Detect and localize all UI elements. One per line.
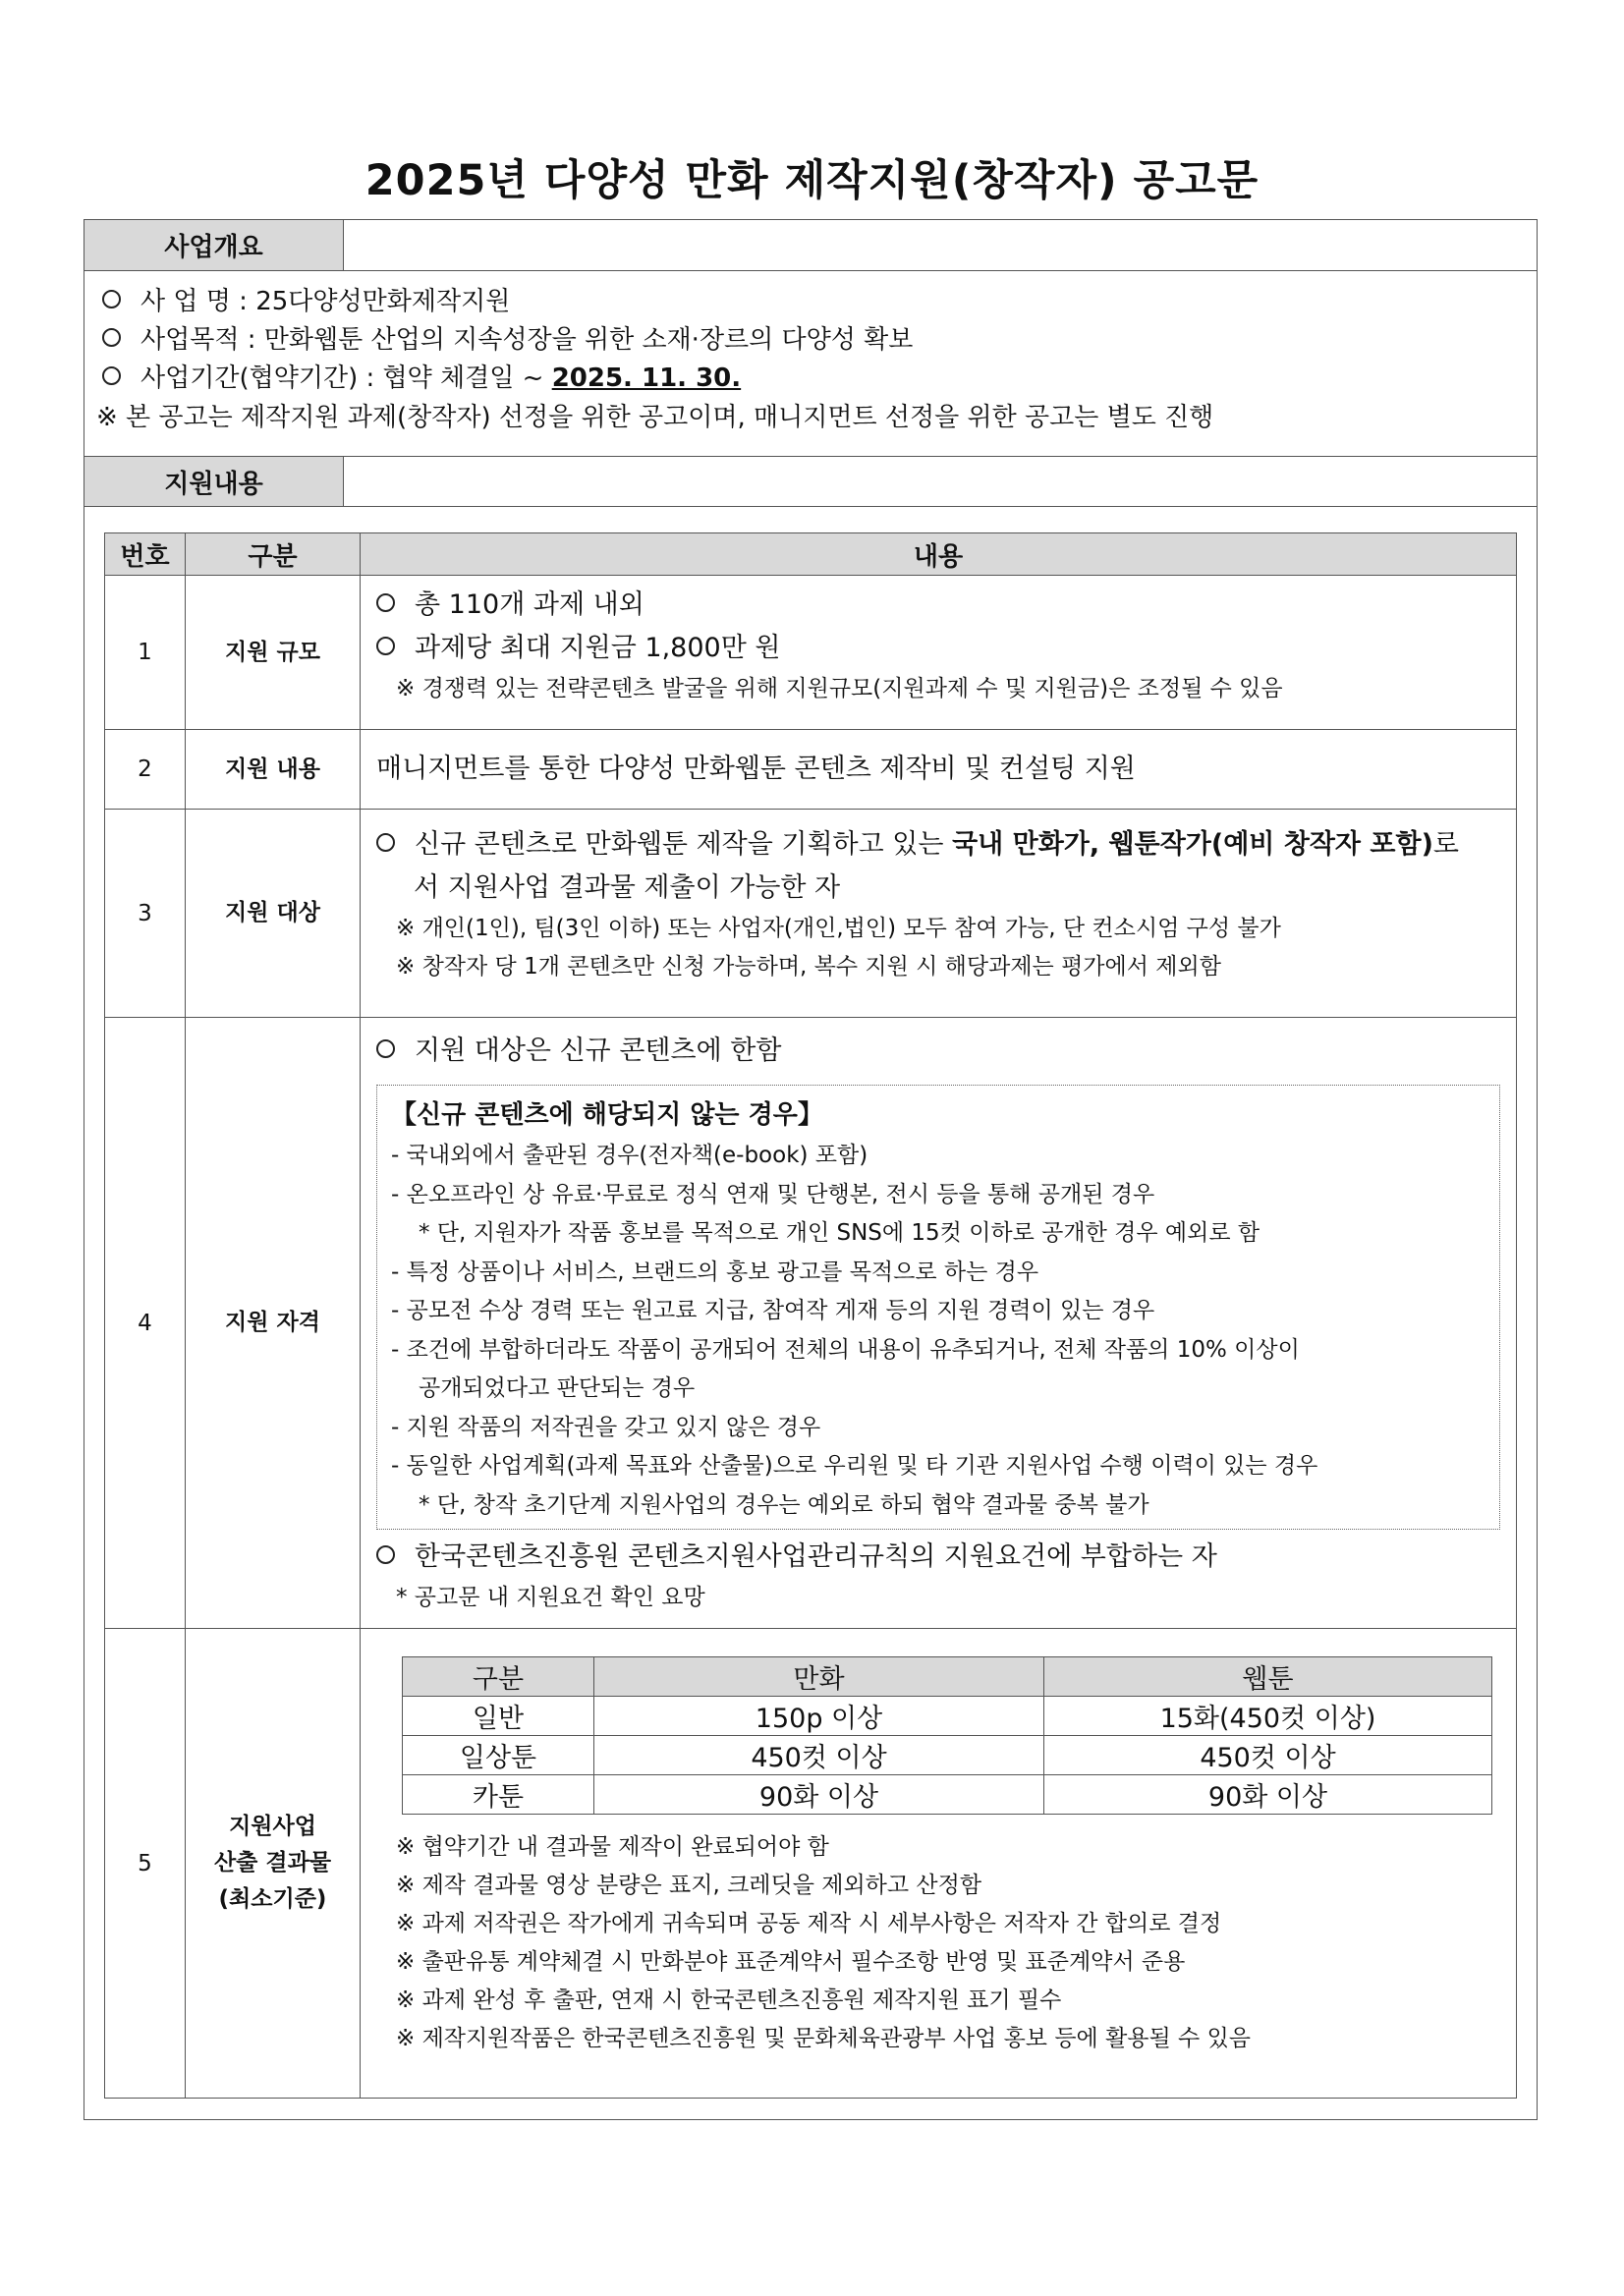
circle-bullet-icon (102, 366, 121, 385)
circle-bullet-icon (102, 328, 121, 347)
row-content: 지원 대상은 신규 콘텐츠에 한함 【신규 콘텐츠에 해당되지 않는 경우】 - 국내외에서 출판된 경우(전자책(e-book) 포함) - 온오프라인 상 유료·무료로 정식 연재 및 단행본, 전시 등을 통해 공개된 경우 * 단, 지원자가 작품 홍보를 목적으로 개인 SNS에 15컷 이하로 공개한 경우 예외로 함 - 특정 상품이나 서비스, 브랜드의 홍보 광고를 목적으로 하는 경우 - 공모전 수상 경력 또는 원고료 지급, 참여작 게재 등의 지원 경력이 있는 경우 - 조건에 부합하더라도 작품이 공개되어 전체의 내용이 유추되거나, 전체 작품의 10% 이상이 공개되었다고 판단되는 경우 - 지원 작품의 저작권을 갖고 있지 않은 경우 - 동일한 사업계획(과제 목표와 산출물)으로 우리원 및 타 기관 지원사업 수행 이력이 있는 경우 * 단, 창작 초기단계 지원사업의 경우는 예외로 하되 협약 결과물 중복 불가 한국콘텐츠진흥원 콘텐츠지원사업관리규칙의 지원요건에 부합하는 자 * 공고문 내 지원요건 확인 요망 (361, 1018, 1517, 1629)
circle-bullet-icon (376, 1545, 395, 1564)
row-content: 구분 만화 웹툰 일반 150p 이상 15화(450컷 이상) 일상툰 450컷 이상 450컷 이상 카툰 90화 이상 90화 이상 ※ 협약기간 내 결과물 제작이 완료되어야 함 ※ 제작 결과물 영상 분량은 표지, 크레딧을 제외하고 산정함 ※ 과제 저작권은 작가에게 귀속되며 공동 제작 시 세부사항은 저작자 간 합의로 결정 ※ 출판유통 계약체결 시 만화분야 표준계약서 필수조항 반영 및 표준계약서 준용 ※ 과제 완성 후 출판, 연재 시 한국콘텐츠진흥원 제작지원 표기 필수 ※ 제작지원작품은 한국콘텐츠진흥원 및 문화체육관광부 사업 홍보 등에 활용될 수 있음 (361, 1629, 1517, 2099)
overview-header-row (84, 220, 1537, 271)
table-row (105, 1629, 1517, 2099)
exclusion-box: 【신규 콘텐츠에 해당되지 않는 경우】 - 국내외에서 출판된 경우(전자책(e-book) 포함) - 온오프라인 상 유료·무료로 정식 연재 및 단행본, 전시 등을 통해 공개된 경우 * 단, 지원자가 작품 홍보를 목적으로 개인 SNS에 15컷 이하로 공개한 경우 예외로 함 - 특정 상품이나 서비스, 브랜드의 홍보 광고를 목적으로 하는 경우 - 공모전 수상 경력 또는 원고료 지급, 참여작 게재 등의 지원 경력이 있는 경우 - 조건에 부합하더라도 작품이 공개되어 전체의 내용이 유추되거나, 전체 작품의 10% 이상이 공개되었다고 판단되는 경우 - 지원 작품의 저작권을 갖고 있지 않은 경우 - 동일한 사업계획(과제 목표와 산출물)으로 우리원 및 타 기관 지원사업 수행 이력이 있는 경우 * 단, 창작 초기단계 지원사업의 경우는 예외로 하되 협약 결과물 중복 불가 (376, 1085, 1500, 1530)
list-item: - 특정 상품이나 서비스, 브랜드의 홍보 광고를 목적으로 하는 경우 (391, 1259, 1039, 1285)
circle-bullet-icon (376, 833, 395, 852)
list-item: - 조건에 부합하더라도 작품이 공개되어 전체의 내용이 유추되거나, 전체 작품의 10% 이상이 (391, 1336, 1300, 1363)
list-item: - 공모전 수상 경력 또는 원고료 지급, 참여작 게재 등의 지원 경력이 있는 경우 (391, 1298, 1155, 1323)
list-item: * 단, 창작 초기단계 지원사업의 경우는 예외로 하되 협약 결과물 중복 불가 (419, 1491, 1149, 1518)
table-row (105, 810, 1517, 1018)
circle-bullet-icon (376, 1039, 395, 1058)
table-row (105, 730, 1517, 810)
overview-note: ※ 본 공고는 제작지원 과제(창작자) 선정을 위한 공고이며, 매니지먼트 선정을 위한 공고는 별도 진행 (96, 403, 1214, 432)
col-header-content: 내용 (361, 533, 1517, 576)
table-row: 카툰 90화 이상 90화 이상 (403, 1775, 1492, 1815)
row-num: 2 (105, 730, 186, 810)
support-header: 지원내용 (84, 457, 344, 506)
row-content: 신규 콘텐츠로 만화웹툰 제작을 기획하고 있는 국내 만화가, 웹툰작가(예비 창작자 포함)로 서 지원사업 결과물 제출이 가능한 자 ※ 개인(1인), 팀(3인 이하) 또는 사업자(개인,법인) 모두 참여 가능, 단 컨소시엄 구성 불가 ※ 창작자 당 1개 콘텐츠만 신청 가능하며, 복수 지원 시 해당과제는 평가에서 제외함 (361, 810, 1517, 1018)
support-table-header (105, 533, 1517, 576)
support-header-row (84, 456, 1537, 507)
row-category: 지원 자격 (186, 1018, 361, 1629)
support-table (104, 532, 1517, 2099)
list-item: - 온오프라인 상 유료·무료로 정식 연재 및 단행본, 전시 등을 통해 공개된 경우 (391, 1181, 1155, 1207)
circle-bullet-icon (376, 637, 395, 655)
row-category: 지원 대상 (186, 810, 361, 1018)
col-header-num: 번호 (105, 533, 186, 576)
table-row: 일상툰 450컷 이상 450컷 이상 (403, 1736, 1492, 1775)
page-title: 2025년 다양성 만화 제작지원(창작자) 공고문 (364, 156, 1260, 205)
row-category: 지원 내용 (186, 730, 361, 810)
table-row (105, 1018, 1517, 1629)
list-item: * 단, 지원자가 작품 홍보를 목적으로 개인 SNS에 15컷 이하로 공개한 경우 예외로 함 (419, 1220, 1260, 1246)
list-item: - 지원 작품의 저작권을 갖고 있지 않은 경우 (391, 1414, 821, 1440)
row-content: 매니지먼트를 통한 다양성 만화웹툰 콘텐츠 제작비 및 컨설팅 지원 (361, 730, 1517, 810)
overview-header: 사업개요 (84, 220, 344, 270)
circle-bullet-icon (376, 593, 395, 612)
list-item: 공개되었다고 판단되는 경우 (419, 1375, 696, 1401)
circle-bullet-icon (102, 290, 121, 308)
row-num: 4 (105, 1018, 186, 1629)
notice-frame (84, 219, 1538, 2120)
output-criteria-table: 구분 만화 웹툰 일반 150p 이상 15화(450컷 이상) 일상툰 450컷 이상 450컷 이상 카툰 90화 이상 90화 이상 (402, 1656, 1492, 1815)
row-category: 지원사업 산출 결과물 (최소기준) (186, 1629, 361, 2099)
list-item: - 국내외에서 출판된 경우(전자책(e-book) 포함) (391, 1143, 868, 1168)
row-num: 1 (105, 576, 186, 730)
overview-line-name: 사 업 명 : 25다양성만화제작지원 (102, 281, 510, 317)
row-num: 5 (105, 1629, 186, 2099)
overview-line-period: 사업기간(협약기간) : 협약 체결일 ~ 2025. 11. 30. (102, 358, 741, 394)
overview-line-purpose: 사업목적 : 만화웹툰 산업의 지속성장을 위한 소재·장르의 다양성 확보 (102, 319, 913, 356)
table-row (105, 576, 1517, 730)
row-content: 총 110개 과제 내외 과제당 최대 지원금 1,800만 원 ※ 경쟁력 있는 전략콘텐츠 발굴을 위해 지원규모(지원과제 수 및 지원금)은 조정될 수 있음 (361, 576, 1517, 730)
col-header-category: 구분 (186, 533, 361, 576)
row-category: 지원 규모 (186, 576, 361, 730)
list-item: - 동일한 사업계획(과제 목표와 산출물)으로 우리원 및 타 기관 지원사업 수행 이력이 있는 경우 (391, 1453, 1318, 1479)
table-row: 일반 150p 이상 15화(450컷 이상) (403, 1697, 1492, 1736)
row-num: 3 (105, 810, 186, 1018)
